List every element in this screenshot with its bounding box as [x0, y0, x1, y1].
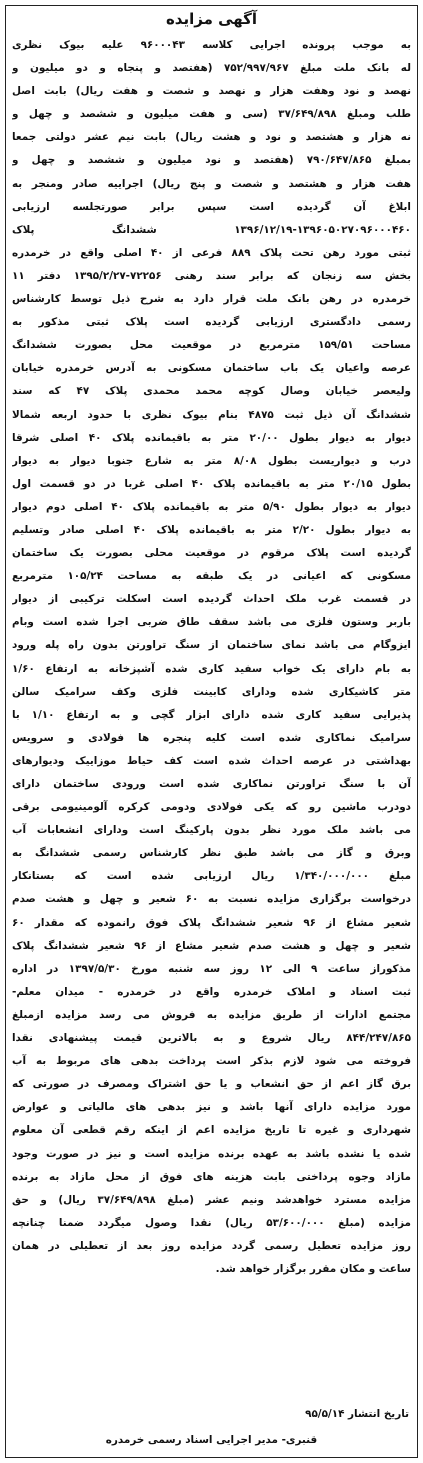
signature-line: قنبری- مدیر اجرایی اسناد رسمی خرمدره: [105, 1434, 318, 1446]
notice-body-line: شهرداری و غیره تا تاریخ مزایده اعم از اینکه رقم قطعی آن معلوم: [12, 1124, 411, 1137]
notice-body-line: به دیوار بطول ۲/۲۰ متر به باقیمانده پلاک ۴۰ اصلی صادر وتسلیم: [12, 523, 411, 536]
notice-body-line: مازاد وجوه پرداختی بابت هزینه های فوق از محل مازاد به برنده: [12, 1170, 411, 1183]
notice-body-line: بطول ۲۰/۱۵ متر به باقیمانده پلاک ۴۰ اصلی غربا در دو قسمت اول: [12, 477, 411, 490]
notice-body-line: بهداشتی در عرصه احداث شده است کف حیاط موزاییک ودیوارهای: [12, 754, 411, 767]
notice-body-line: روز مزایده تعطیل رسمی گردد مزایده روز بعد از تعطیلی در همان: [12, 1239, 411, 1252]
notice-body-line: برق گاز اعم از حق انشعاب و یا حق اشتراک ومصرف در صورتی که: [12, 1078, 411, 1091]
notice-body-line: درب و دیواریست بطول ۸/۰۸ متر به شارع جنوبا دیوار به دیوار: [12, 454, 411, 467]
notice-body-line: پذیرایی سفید کاری شده دارای ابزار گچی و به ارتفاع ۱/۱۰ با: [12, 708, 411, 721]
notice-body-line: هفت هزار و هشتصد و شصت و پنج ریال) اجراییه صادر ومنجر به: [12, 177, 411, 190]
notice-body-line: در قسمت غرب ملک احداث گردیده است اسکلت ترکیبی از دیوار: [12, 593, 411, 606]
notice-body-line: رسمی دادگستری ارزیابی گردیده است پلاک ثبتی مذکور به: [12, 316, 411, 329]
notice-title: آگهی مزایده: [165, 10, 258, 28]
notice-body-line: عرصه واعیان یک باب ساختمان مسکونی به آدرس خرمدره خیابان: [12, 362, 411, 375]
notice-body-line: مسکونی که اعیانی در یک طبقه به مساحت ۱۰۵/۲۴ مترمربع: [12, 570, 411, 583]
notice-body-line: شعیر مشاع از ۹۶ شعیر ششدانگ پلاک فوق رانموده که مقدار ۶۰: [12, 916, 411, 929]
notice-body-line: درخواست برگزاری مزایده نسبت به ۶۰ شعیر و چهل و هشت صدم: [12, 893, 411, 906]
notice-body-line: مساحت ۱۵۹/۵۱ مترمربع در موقعیت محل بصورت ششدانگ: [12, 339, 411, 352]
notice-body-line: مذکوراز ساعت ۹ الی ۱۲ روز سه شنبه مورخ ۱۳۹۷/۵/۳۰ در اداره: [12, 962, 411, 975]
notice-body-line: دودرب ماشین رو که یکی فولادی ودومی کرکره آلومینیومی برقی: [12, 801, 411, 814]
notice-body-line: دیوار به دیوار بطول ۲۰/۰۰ متر به باقیمانده پلاک ۴۰ اصلی شرقا: [12, 431, 411, 444]
notice-body-line: ثبت اسناد و املاک خرمدره واقع در خرمدره - میدان معلم-: [12, 985, 411, 998]
notice-body-line: باربر وستون فلزی می باشد سقف طاق ضربی اجرا شده است وبام: [12, 616, 411, 629]
notice-body-line: شعیر و چهل و هشت صدم شعیر مشاع از ۹۶ شعیر ششدانگ پلاک: [12, 939, 411, 952]
notice-body-line: بمبلغ ۷۹۰/۶۴۷/۸۶۵ (هفتصد و نود میلیون و ششصد و چهل و: [12, 154, 411, 167]
notice-body-line: دیوار به دیوار بطول ۵/۹۰ متر به باقیمانده پلاک ۴۰ اصلی دوم دیوار: [12, 500, 411, 513]
notice-body-line: ۱۳۹۶/۱۲/۱۹-۱۳۹۶۰۵۰۲۷۰۹۶۰۰۰۴۶۰ ششدانگ پلاک: [12, 223, 411, 236]
notice-body-line: می باشد ملک مورد نظر بدون پارکینگ است ودارای انشعابات آب: [12, 824, 411, 837]
notice-body-line: نه هزار و هشتصد و نود و هشت ریال) بابت نیم عشر دولتی جمعا: [12, 131, 411, 144]
notice-body-line: ۸۴۴/۲۴۷/۸۶۵ ریال شروع و به بالاترین قیمت پیشنهادی نقدا: [12, 1032, 411, 1045]
notice-body-line: آن با سنگ تراورتن نماکاری شده است ورودی ساختمان دارای: [12, 778, 411, 790]
notice-body: [12, 34, 411, 1281]
notice-body-line: متر کاشیکاری شده ودارای کابینت فلزی وکف سرامیک سالن: [12, 685, 411, 698]
notice-body-line: مجتمع ادارات از طریق مزایده به فروش می رسد مزایده ازمبلغ: [12, 1008, 411, 1021]
notice-body-line: بخش سه زنجان که برابر سند رهنی ۷۲۲۵۶-۱۳۹۵/۲/۲۷ دفتر ۱۱: [12, 269, 411, 282]
notice-body-line: ساعت و مکان مقرر برگزار خواهد شد.: [215, 1262, 411, 1275]
notice-body-line: به موجب پرونده اجرایی کلاسه ۹۶۰۰۰۴۳ علیه بیوک نظری: [12, 39, 411, 51]
notice-body-line: فروخته می شود لازم بذکر است پرداخت بدهی های مربوط به آب: [12, 1055, 411, 1068]
notice-body-line: طلب ومبلغ ۳۷/۶۴۹/۸۹۸ (سی و هفت میلیون و ششصد و چهل و: [12, 108, 411, 121]
notice-body-line: شده یا نشده باشد به عهده برنده مزایده است و نیز در صورت وجود: [12, 1147, 411, 1160]
notice-body-line: مورد مزایده دارای آنها باشد و نیز بدهی های مالیاتی و عوارض: [12, 1101, 411, 1114]
notice-body-line: مزایده مسترد خواهدشد ونیم عشر (مبلغ ۳۷/۶۴۹/۸۹۸ ریال) و حق: [12, 1193, 411, 1206]
notice-body-line: سرامیک نماکاری شده است کلیه پنجره ها فولادی و سرویس: [12, 731, 411, 744]
notice-body-line: مبلغ ۱/۳۴۰/۰۰۰/۰۰۰ ریال ارزیابی شده است که بستانکار: [12, 870, 411, 883]
notice-body-line: مزایده (مبلغ ۵۳/۶۰۰/۰۰۰ ریال) نقدا وصول میگردد ضمنا چنانچه: [12, 1216, 411, 1229]
notice-body-line: گردیده است پلاک مرقوم در موقعیت محلی بصورت یک ساختمان: [12, 547, 411, 560]
notice-body-line: ولیعصر خیابان وصال کوچه محمد محمدی پلاک ۴۷ که سند: [12, 385, 411, 398]
notice-body-line: له بانک ملت مبلغ ۷۵۲/۹۹۷/۹۶۷ (هفتصد و پنجاه و دو میلیون و: [12, 62, 411, 75]
notice-body-line: ابلاغ آن گردیده است سپس برابر صورتجلسه ارزیابی: [12, 200, 411, 213]
notice-body-line: ایزوگام می باشد نمای ساختمان از سنگ تراورتن بدون راه پله ورود: [12, 639, 411, 652]
publication-date: تاریخ انتشار ۹۵/۵/۱۴: [305, 1408, 409, 1420]
notice-body-line: وبرق و گاز می باشد طبق نظر کارشناس رسمی ششدانگ به: [12, 847, 411, 860]
notice-body-line: ششدانگ آن ذیل ثبت ۴۸۷۵ بنام بیوک نظری با حدود اربعه شمالا: [12, 408, 411, 421]
notice-body-line: نهصد و نود وهفت هزار و نهصد و شصت و هفت ریال) بابت اصل: [12, 85, 411, 98]
notice-body-line: ثبتی مورد رهن تحت پلاک ۸۸۹ فرعی از ۴۰ اصلی واقع در خرمدره: [12, 246, 411, 259]
notice-body-line: خرمدره در رهن بانک ملت قرار دارد به شرح ذیل توسط کارشناس: [12, 293, 411, 306]
notice-body-line: به بام دارای یک خواب سفید کاری شده آشپزخانه به ارتفاع ۱/۶۰: [12, 662, 411, 675]
